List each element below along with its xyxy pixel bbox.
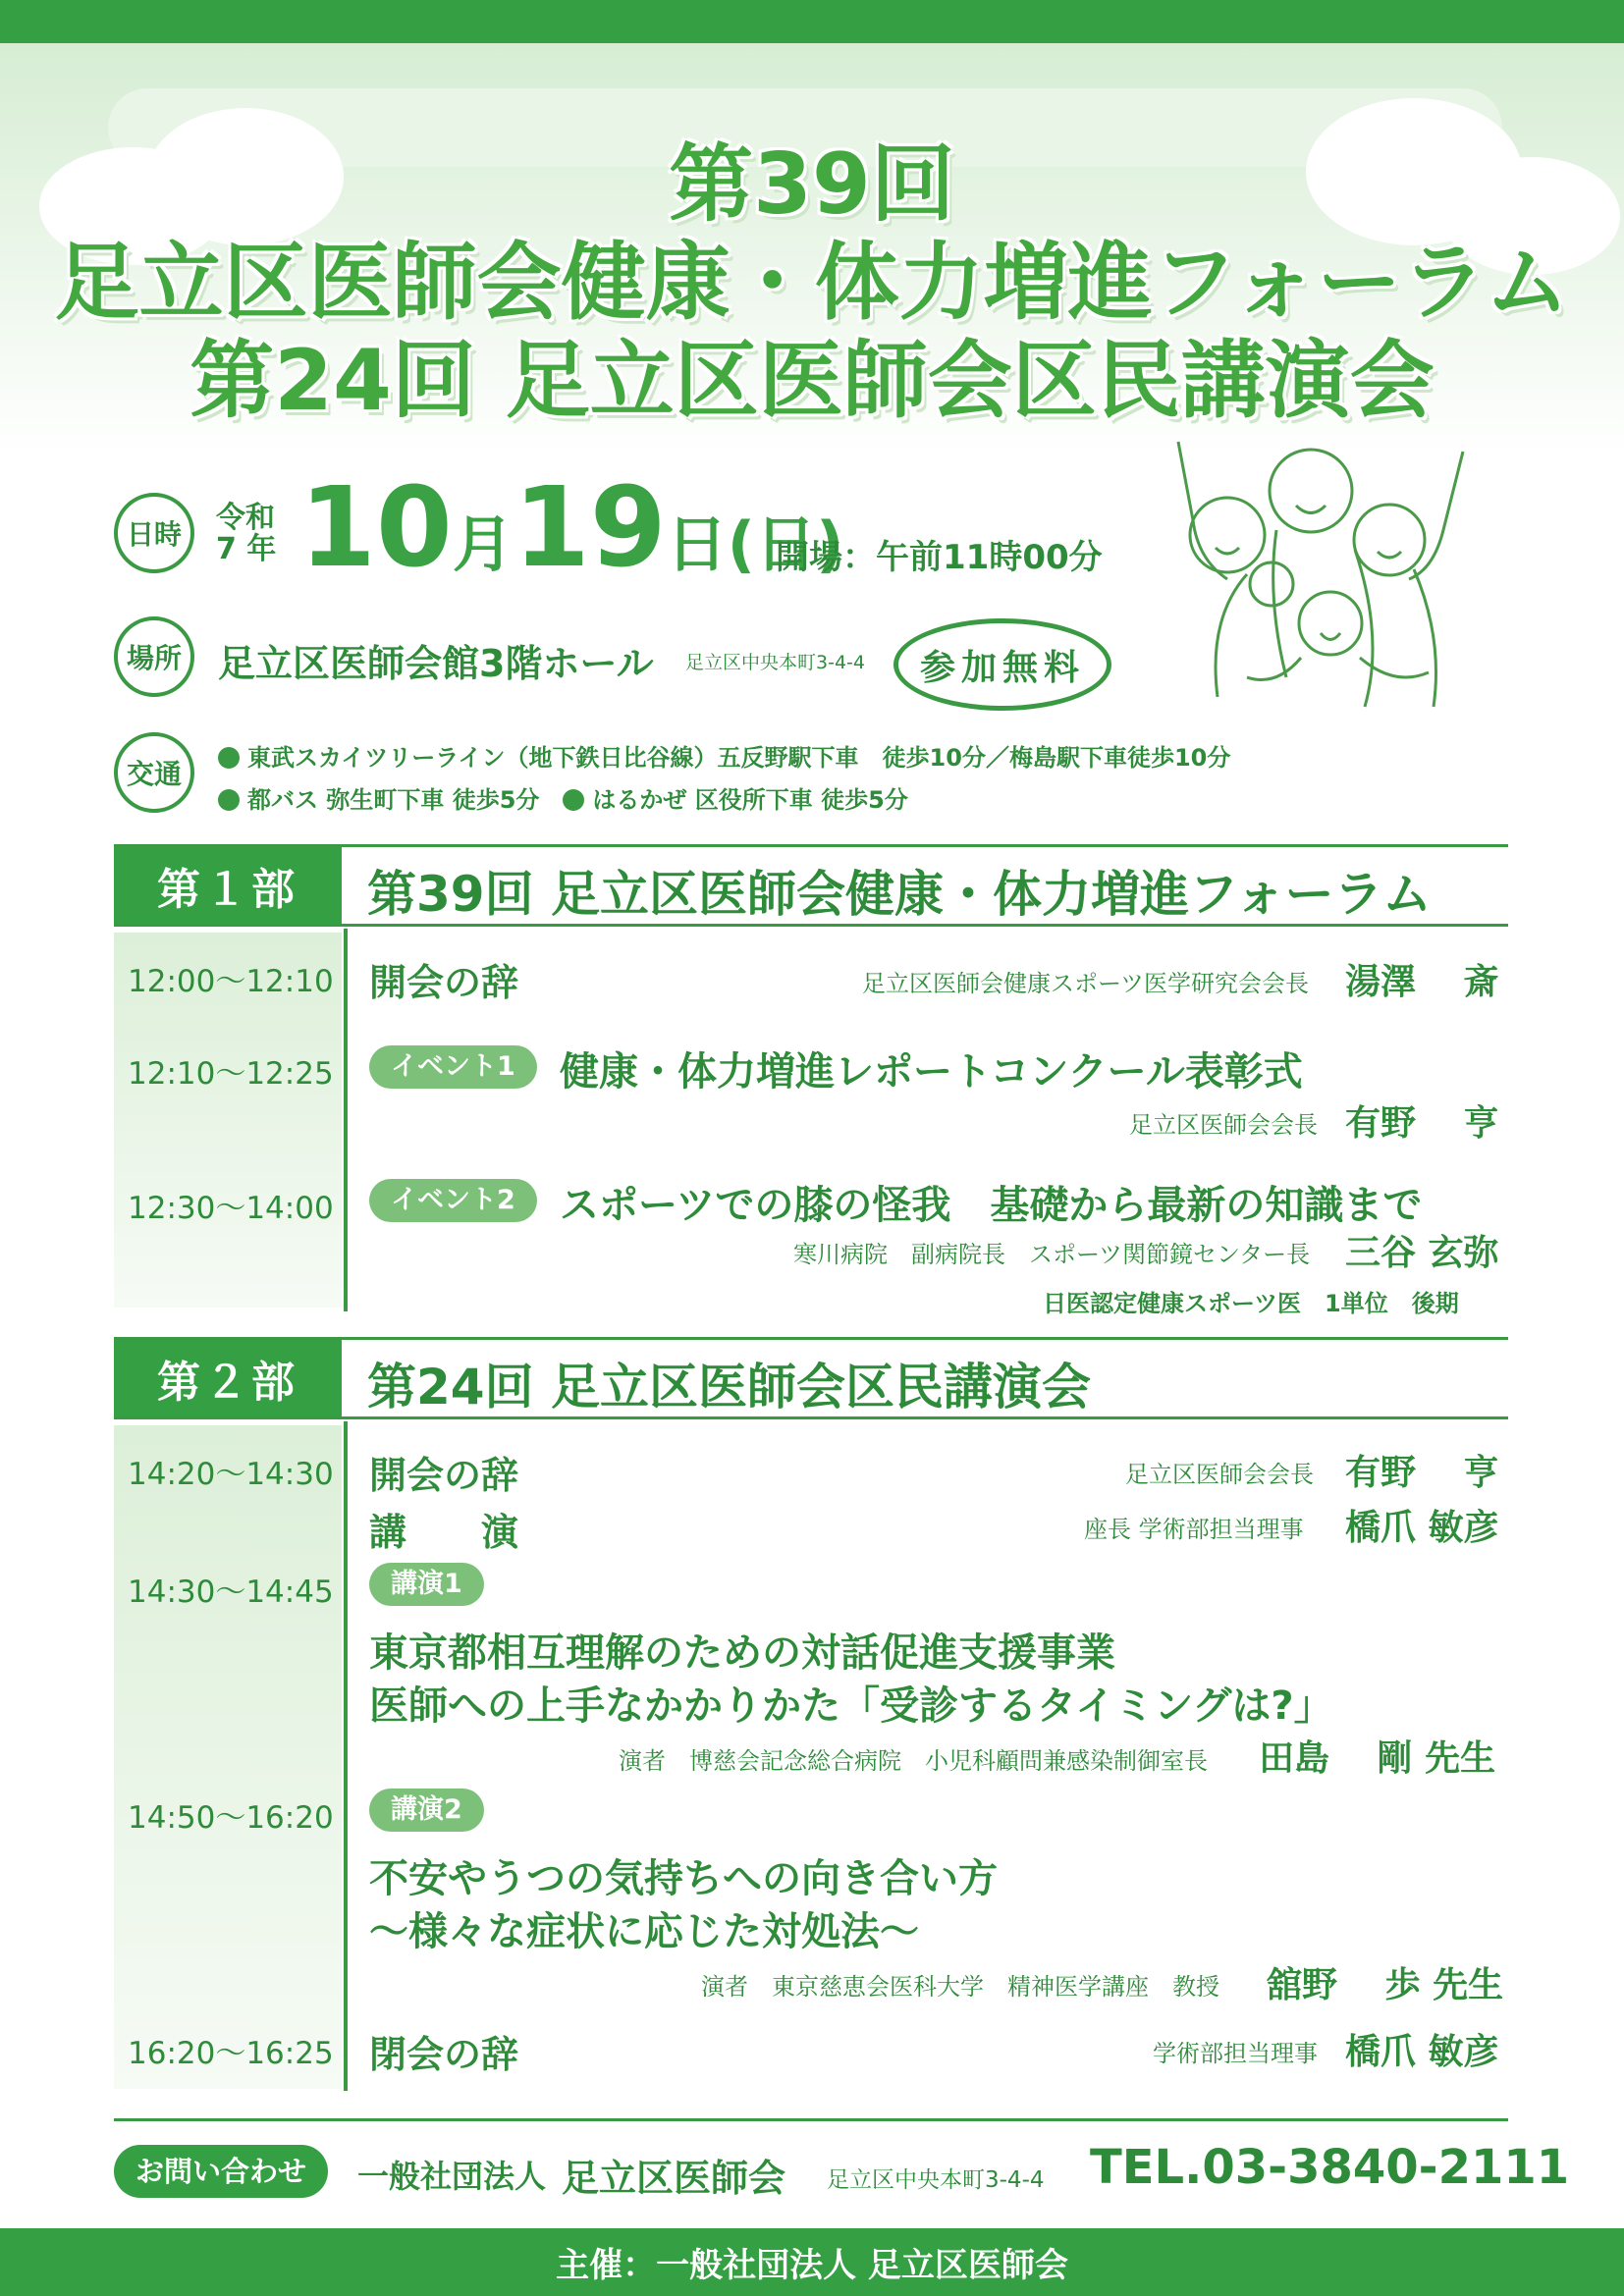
era-line2: 7 年 bbox=[216, 532, 277, 566]
part2-close-name: 橋爪 敏彦 bbox=[1345, 2032, 1499, 2072]
bullet-icon bbox=[563, 789, 584, 811]
lecture1-badge: 講演1 bbox=[369, 1563, 484, 1606]
part2-lecture-item: 講 演 bbox=[369, 1511, 519, 1554]
contact-address: 足立区中央本町3-4-4 bbox=[827, 2167, 1045, 2193]
free-admission-badge: 参加無料 bbox=[893, 618, 1111, 711]
transport-line1 bbox=[218, 738, 1230, 773]
date-day: 19 bbox=[513, 464, 667, 592]
part1-row2-time: 12:10～12:25 bbox=[128, 1056, 334, 1092]
part2-close-time: 16:20～16:25 bbox=[128, 2036, 334, 2071]
transport-line2 bbox=[218, 780, 908, 815]
part2-close-item: 閉会の辞 bbox=[369, 2033, 519, 2076]
part1-row3-name: 三谷 玄弥 bbox=[1345, 1233, 1499, 1273]
part1-row1-item: 開会の辞 bbox=[369, 961, 519, 1004]
part1-row3-item: スポーツでの膝の怪我 基礎から最新の知識まで bbox=[560, 1183, 1423, 1228]
contact-divider bbox=[114, 2118, 1508, 2121]
event-title-number: 第39回 bbox=[669, 135, 955, 234]
part2-header bbox=[114, 1337, 1508, 1419]
place-label: 場所 bbox=[114, 616, 194, 697]
part2-label: 第２部 bbox=[114, 1340, 342, 1416]
lecture2-speaker-role: 演者 東京慈恵会医科大学 精神医学講座 教授 bbox=[701, 1973, 1219, 2001]
event-date bbox=[299, 464, 844, 600]
part1-row3-role: 寒川病院 副病院長 スポーツ関節鏡センター長 bbox=[793, 1241, 1311, 1268]
part1-label: 第１部 bbox=[114, 847, 342, 924]
transport-line1-text: 東武スカイツリーライン（地下鉄日比谷線）五反野駅下車 徒歩10分／梅島駅下車徒歩10分 bbox=[247, 744, 1231, 772]
part1-row3-badge: イベント2 bbox=[369, 1179, 537, 1222]
part1-row1-name: 湯澤 斎 bbox=[1345, 962, 1499, 1002]
part1-row2-role: 足立区医師会会長 bbox=[1129, 1111, 1318, 1139]
part1-row2-badge: イベント1 bbox=[369, 1045, 537, 1089]
lecture1-title-line1: 東京都相互理解のための対話促進支援事業 bbox=[369, 1630, 1115, 1676]
contact-label: お問い合わせ bbox=[114, 2145, 328, 2198]
part1-row3-time: 12:30～14:00 bbox=[128, 1191, 334, 1226]
top-color-bar bbox=[0, 0, 1624, 43]
lecture1-speaker-name: 田島 剛 先生 bbox=[1259, 1738, 1496, 1779]
era-line1: 令和 bbox=[216, 501, 275, 535]
bullet-icon bbox=[218, 789, 240, 811]
bullet-icon bbox=[218, 747, 240, 769]
part1-row2-item: 健康・体力増進レポートコンクール表彰式 bbox=[560, 1049, 1303, 1095]
lecture1-speaker-role: 演者 博慈会記念総合病院 小児科顧問兼感染制御室長 bbox=[619, 1747, 1208, 1775]
open-time: 開場：午前11時00分 bbox=[776, 538, 1103, 577]
lecture2-badge: 講演2 bbox=[369, 1789, 484, 1832]
part1-header bbox=[114, 844, 1508, 927]
transport-bus: 都バス 弥生町下車 徒歩5分 bbox=[247, 786, 540, 814]
contact-tel: TEL.03-3840-2111 bbox=[1090, 2140, 1570, 2195]
date-day-unit: 日(日) bbox=[666, 508, 844, 580]
era-label bbox=[216, 503, 276, 565]
family-illustration bbox=[1149, 422, 1483, 726]
date-month-unit: 月 bbox=[452, 508, 514, 580]
part2-time-column bbox=[114, 1425, 342, 2089]
contact-org-prefix: 一般社団法人 bbox=[357, 2158, 547, 2195]
place-address: 足立区中央本町3-4-4 bbox=[685, 652, 865, 673]
part1-row2-name: 有野 亨 bbox=[1345, 1103, 1499, 1144]
transport-label: 交通 bbox=[114, 732, 194, 813]
part2-title: 第24回 足立区医師会区民講演会 bbox=[367, 1359, 1091, 1415]
part1-row1-role: 足立区医師会健康スポーツ医学研究会会長 bbox=[862, 970, 1310, 997]
contact-org-name: 足立区医師会 bbox=[562, 2157, 786, 2200]
part2-open-item: 開会の辞 bbox=[369, 1454, 519, 1497]
organizer-footer: 主催：一般社団法人 足立区医師会 bbox=[0, 2228, 1624, 2296]
lecture1-title-line2: 医師への上手なかかりかた「受診するタイミングは?」 bbox=[369, 1683, 1333, 1729]
lecture2-title-line1: 不安やうつの気持ちへの向き合い方 bbox=[369, 1856, 998, 1901]
datetime-label: 日時 bbox=[114, 493, 194, 573]
forum-title: 足立区医師会健康・体力増進フォーラム bbox=[54, 234, 1570, 332]
date-month: 10 bbox=[299, 464, 453, 592]
part1-row1-time: 12:00～12:10 bbox=[128, 964, 334, 999]
transport-harukaze: はるかぜ 区役所下車 徒歩5分 bbox=[592, 786, 908, 814]
part2-open-time: 14:20～14:30 bbox=[128, 1457, 334, 1492]
lecture2-title-line2: ～様々な症状に応じた対処法～ bbox=[369, 1909, 919, 1954]
part1-title: 第39回 足立区医師会健康・体力増進フォーラム bbox=[367, 866, 1432, 923]
lecture1-time: 14:30～14:45 bbox=[128, 1575, 334, 1610]
place-name: 足立区医師会館3階ホール bbox=[218, 642, 654, 685]
part1-row3-note: 日医認定健康スポーツ医 1単位 後期 bbox=[1043, 1290, 1459, 1317]
part2-divider bbox=[344, 1421, 348, 2091]
part2-open-name: 有野 亨 bbox=[1345, 1453, 1499, 1493]
part2-close-role: 学術部担当理事 bbox=[1153, 2040, 1318, 2067]
part2-lecture-role: 座長 学術部担当理事 bbox=[1084, 1516, 1304, 1543]
part2-open-role: 足立区医師会会長 bbox=[1125, 1461, 1314, 1488]
lecture2-time: 14:50～16:20 bbox=[128, 1800, 334, 1836]
lecture-title: 第24回 足立区医師会区民講演会 bbox=[189, 332, 1435, 430]
lecture2-speaker-name: 舘野 歩 先生 bbox=[1267, 1965, 1504, 2005]
part1-divider bbox=[344, 929, 348, 1311]
part2-lecture-name: 橋爪 敏彦 bbox=[1345, 1508, 1499, 1548]
